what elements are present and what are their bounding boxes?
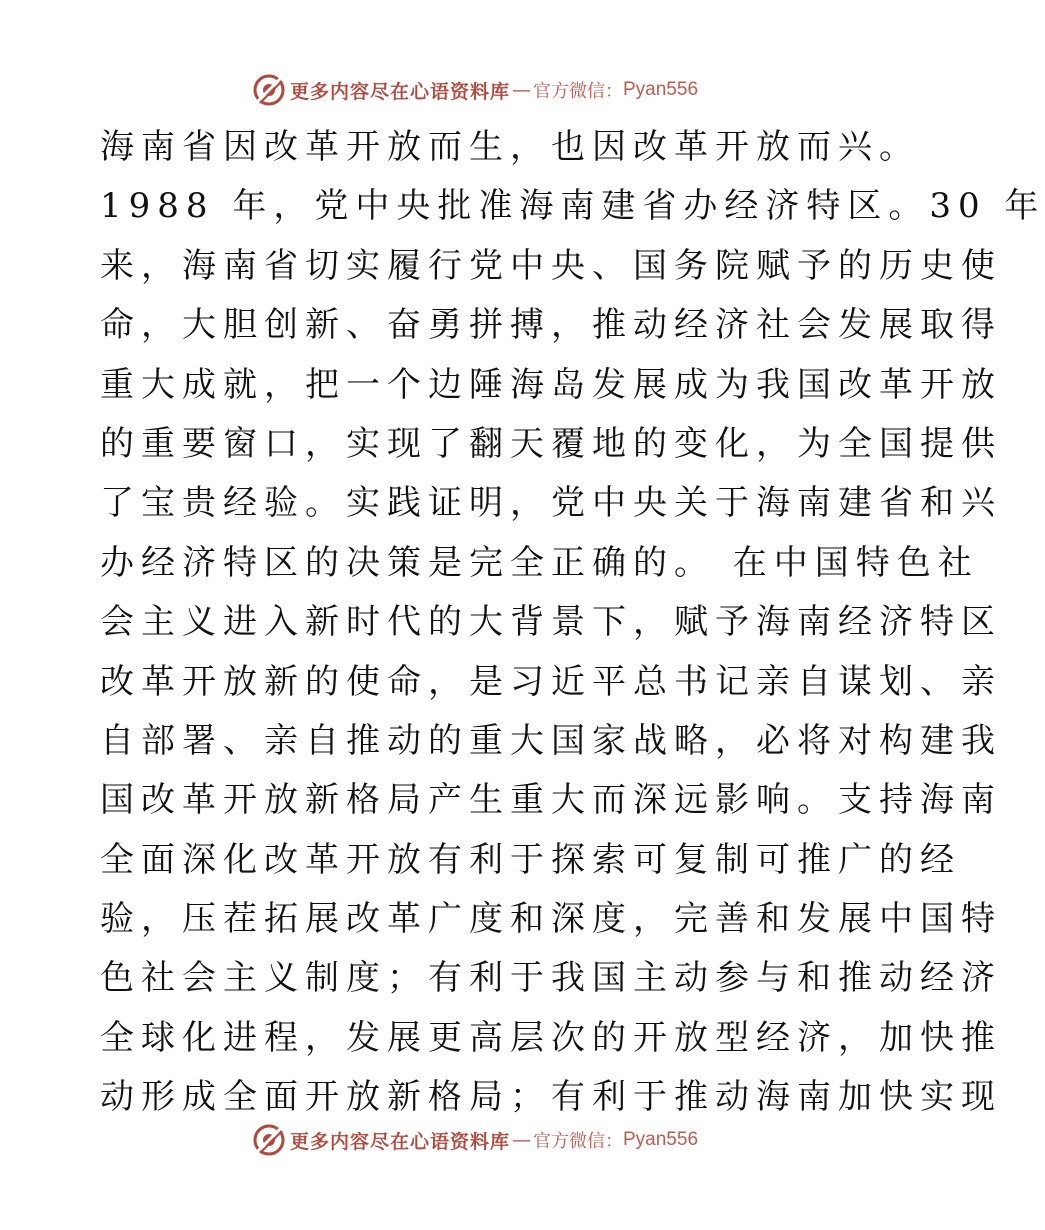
text-line: 全球化进程，发展更高层次的开放型经济，加快推 [100, 1017, 1002, 1058]
banner-text: 更多内容尽在心语资料库 [289, 1130, 510, 1153]
official-wechat-label: 官方微信： [533, 1131, 623, 1152]
text-line: 命，大胆创新、奋勇拼搏，推动经济社会发展取得 [100, 305, 1002, 346]
text-line: 海南省因改革开放而生，也因改革开放而兴。 [100, 127, 920, 167]
brand-logo-icon [252, 1123, 286, 1157]
text-line: 来，海南省切实履行党中央、国务院赋予的历史使 [100, 245, 1002, 286]
text-line: 色社会主义制度；有利于我国主动参与和推动经济 [100, 958, 1002, 999]
banner-separator: — [512, 1129, 531, 1151]
text-line: 办经济特区的决策是完全正确的。 在中国特色社 [100, 542, 979, 583]
text-line: 了宝贵经验。实践证明，党中央关于海南建省和兴 [100, 483, 1002, 524]
text-line: 的重要窗口，实现了翻天覆地的变化，为全国提供 [100, 423, 1002, 464]
text-line: 会主义进入新时代的大背景下，赋予海南经济特区 [100, 602, 1002, 643]
text-line: 重大成就，把一个边陲海岛发展成为我国改革开放 [100, 364, 1002, 405]
text-line: 动形成全面开放新格局；有利于推动海南加快实现 [100, 1077, 1002, 1118]
banner-separator: — [512, 79, 531, 101]
header-banner [0, 70, 950, 110]
document-body [100, 118, 1045, 1128]
text-line: 自部署、亲自推动的重大国家战略，必将对构建我 [100, 720, 1002, 761]
text-line: 1988 年，党中央批准海南建省办经济特区。30 年 [100, 186, 1045, 227]
wechat-handle: Pyan556 [623, 1129, 699, 1150]
wechat-handle: Pyan556 [623, 79, 699, 100]
banner-text: 更多内容尽在心语资料库 [289, 80, 510, 103]
footer-banner [0, 1120, 950, 1160]
text-line: 国改革开放新格局产生重大而深远影响。支持海南 [100, 780, 1002, 821]
brand-logo-icon [252, 73, 286, 107]
text-line: 改革开放新的使命，是习近平总书记亲自谋划、亲 [100, 661, 1002, 702]
text-line: 验，压茬拓展改革广度和深度，完善和发展中国特 [100, 899, 1002, 940]
official-wechat-label: 官方微信： [533, 81, 623, 102]
text-line: 全面深化改革开放有利于探索可复制可推广的经 [100, 839, 961, 880]
